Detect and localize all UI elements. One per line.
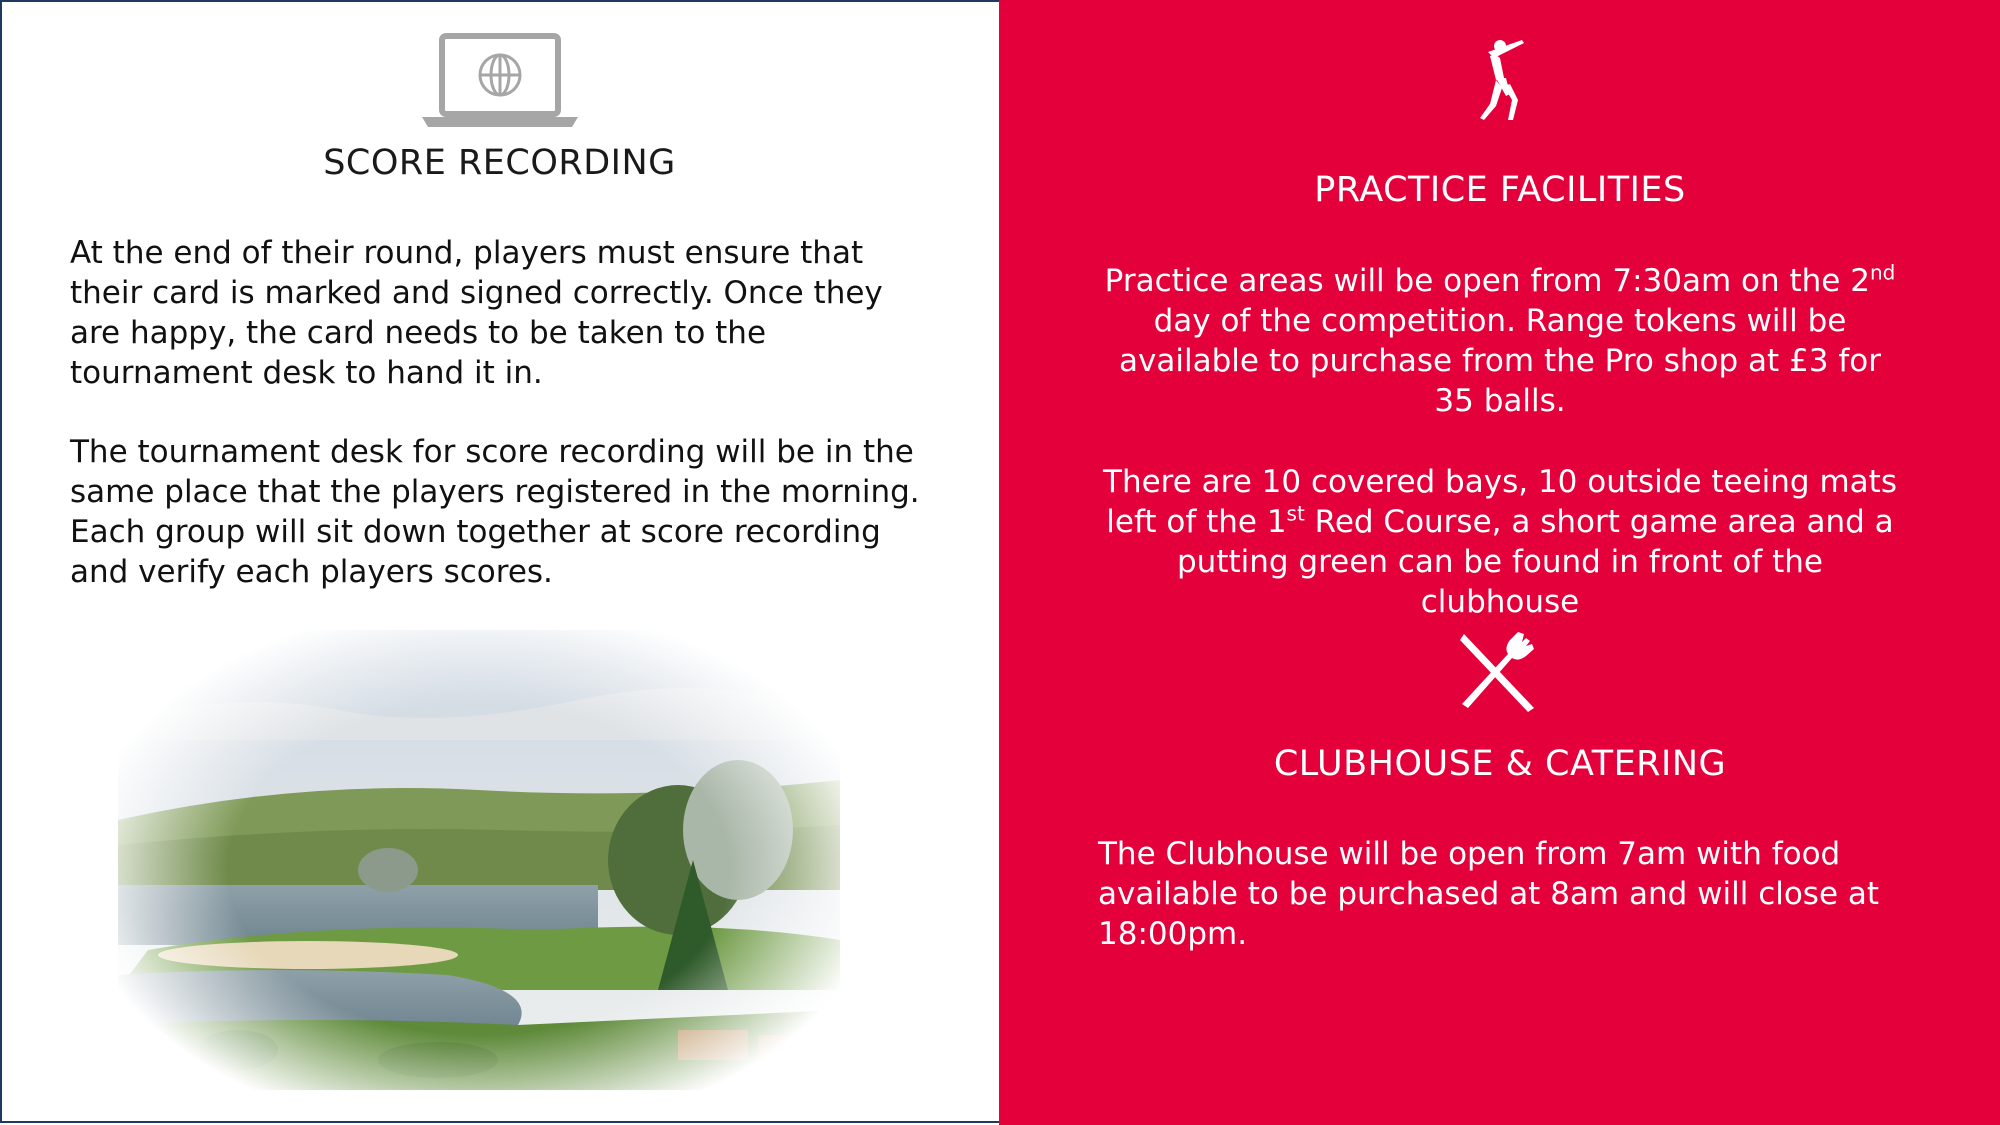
cutlery-icon (1456, 628, 1540, 714)
practice-p2-text-a: There are 10 covered bays, 10 outside teeing mats left of the 1 (1103, 464, 1897, 540)
practice-p2-text-b: Red Course, a short game area and a putting green can be found in front of the clubhouse (1177, 504, 1894, 620)
practice-paragraph-1 (1095, 261, 1905, 421)
laptop-globe-icon (420, 33, 580, 131)
score-recording-paragraph-1: At the end of their round, players must ensure that their card is marked and signed correctly. Once they are happy, the card needs to be taken to the tournament desk to hand it in. (70, 235, 883, 391)
golf-course-photo (118, 630, 840, 1090)
practice-p1-text-a: Practice areas will be open from 7:30am on the 2 (1104, 263, 1870, 299)
score-recording-heading: SCORE RECORDING (323, 143, 676, 183)
practice-p1-text-b: day of the competition. Range tokens will be available to purchase from the Pro shop at £3 for 35 balls. (1119, 303, 1881, 419)
golfer-icon (1466, 34, 1536, 122)
score-recording-paragraph-2: The tournament desk for score recording will be in the same place that the players registered in the morning. Each group will sit down together at score recording and verify each players scores. (70, 434, 920, 590)
practice-p1-sup: nd (1869, 260, 1896, 285)
practice-facilities-heading: PRACTICE FACILITIES (1314, 170, 1686, 210)
catering-paragraph: The Clubhouse will be open from 7am with food available to be purchased at 8am and will close at 18:00pm. (1098, 836, 1880, 952)
practice-p2-sup: st (1286, 501, 1305, 526)
clubhouse-catering-heading: CLUBHOUSE & CATERING (1273, 744, 1727, 784)
practice-paragraph-2 (1095, 462, 1905, 622)
